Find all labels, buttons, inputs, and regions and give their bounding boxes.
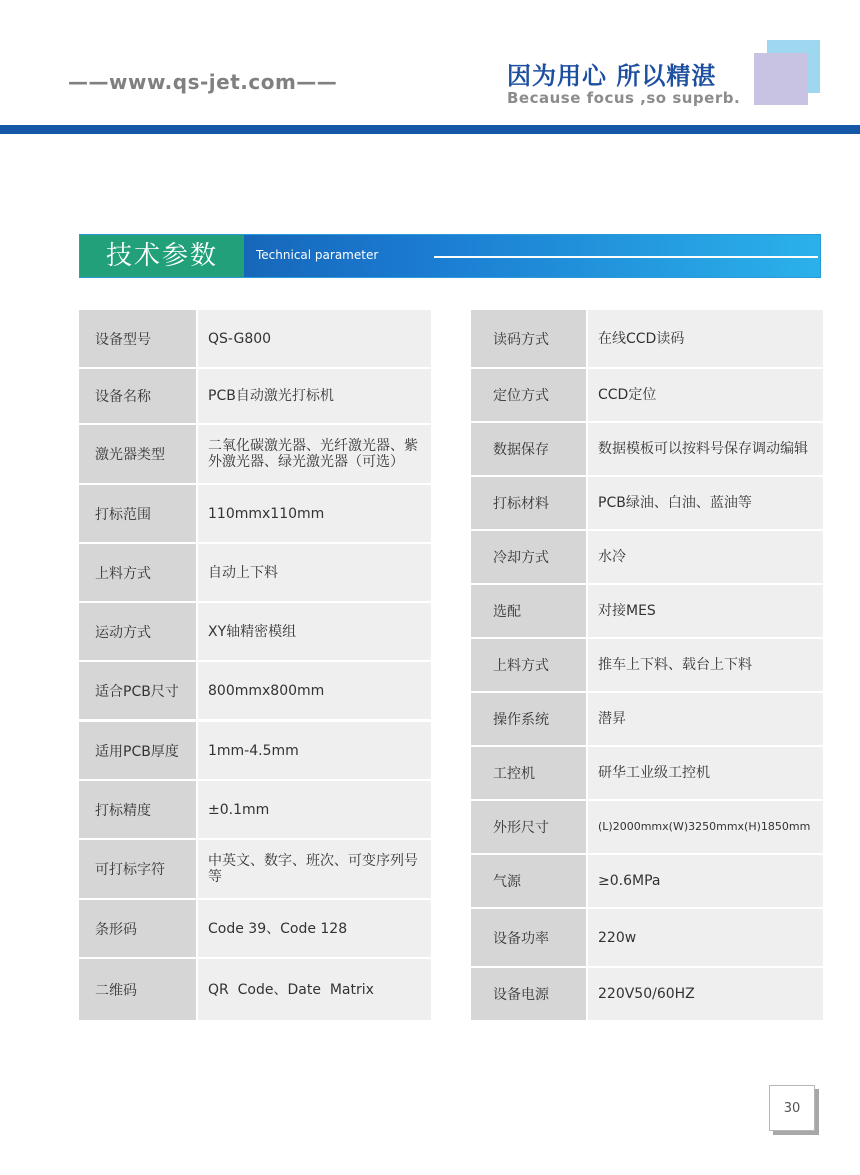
spec-value: 中英文、数字、班次、可变序列号等 <box>198 840 431 898</box>
spec-row <box>79 310 431 367</box>
spec-value: PCB自动激光打标机 <box>198 369 431 423</box>
spec-value: 自动上下料 <box>198 544 431 601</box>
spec-value: 1mm-4.5mm <box>198 722 431 779</box>
spec-label: 工控机 <box>471 747 586 799</box>
page-number: 30 <box>769 1085 815 1131</box>
spec-row <box>471 531 823 583</box>
spec-label: 外形尺寸 <box>471 801 586 853</box>
spec-row <box>471 968 823 1020</box>
spec-value: 水冷 <box>588 531 823 583</box>
spec-row <box>79 959 431 1020</box>
spec-value: 220w <box>588 909 823 966</box>
spec-label: 运动方式 <box>79 603 196 660</box>
spec-label: 上料方式 <box>79 544 196 601</box>
spec-value: (L)2000mmx(W)3250mmx(H)1850mm <box>588 801 823 853</box>
spec-value: 潜昇 <box>588 693 823 745</box>
spec-row <box>471 477 823 529</box>
spec-label: 设备电源 <box>471 968 586 1020</box>
spec-value: CCD定位 <box>588 369 823 421</box>
spec-row <box>79 485 431 542</box>
spec-label: 操作系统 <box>471 693 586 745</box>
spec-value: 对接MES <box>588 585 823 637</box>
spec-row <box>471 693 823 745</box>
spec-row <box>79 425 431 483</box>
spec-value: 二氧化碳激光器、光纤激光器、紫外激光器、绿光激光器（可选） <box>198 425 431 483</box>
spec-row <box>471 855 823 907</box>
spec-row <box>471 423 823 475</box>
spec-label: 可打标字符 <box>79 840 196 898</box>
spec-label: 打标范围 <box>79 485 196 542</box>
spec-value: 研华工业级工控机 <box>588 747 823 799</box>
section-title-en: Technical parameter <box>256 248 379 262</box>
spec-row <box>79 722 431 779</box>
website-url: ——www.qs-jet.com—— <box>68 70 338 94</box>
decor-square-purple <box>754 53 808 105</box>
spec-row <box>471 801 823 853</box>
spec-label: 冷却方式 <box>471 531 586 583</box>
spec-row <box>79 781 431 838</box>
spec-value: 110mmx110mm <box>198 485 431 542</box>
spec-label: 选配 <box>471 585 586 637</box>
spec-label: 定位方式 <box>471 369 586 421</box>
spec-label: 打标材料 <box>471 477 586 529</box>
spec-row <box>79 662 431 719</box>
spec-row <box>471 369 823 421</box>
spec-label: 打标精度 <box>79 781 196 838</box>
spec-value: XY轴精密模组 <box>198 603 431 660</box>
spec-label: 设备名称 <box>79 369 196 423</box>
spec-value: ±0.1mm <box>198 781 431 838</box>
spec-label: 适合PCB尺寸 <box>79 662 196 719</box>
spec-value: QR Code、Date Matrix <box>198 959 431 1020</box>
banner-divider-line <box>434 256 818 258</box>
header-rule <box>0 125 860 134</box>
spec-row <box>471 310 823 367</box>
slogan-english: Because focus ,so superb. <box>507 89 741 107</box>
spec-row <box>471 747 823 799</box>
spec-label: 数据保存 <box>471 423 586 475</box>
spec-row <box>79 603 431 660</box>
spec-label: 上料方式 <box>471 639 586 691</box>
spec-row <box>79 900 431 957</box>
spec-value: 220V50/60HZ <box>588 968 823 1020</box>
spec-label: 二维码 <box>79 959 196 1020</box>
spec-label: 设备功率 <box>471 909 586 966</box>
spec-value: Code 39、Code 128 <box>198 900 431 957</box>
spec-row <box>79 544 431 601</box>
spec-value: ≥0.6MPa <box>588 855 823 907</box>
spec-row <box>471 639 823 691</box>
section-banner <box>79 234 821 278</box>
spec-label: 适用PCB厚度 <box>79 722 196 779</box>
spec-label: 条形码 <box>79 900 196 957</box>
spec-value: 在线CCD读码 <box>588 310 823 367</box>
spec-value: 数据模板可以按料号保存调动编辑 <box>588 423 823 475</box>
spec-value: QS-G800 <box>198 310 431 367</box>
spec-value: 800mmx800mm <box>198 662 431 719</box>
spec-label: 读码方式 <box>471 310 586 367</box>
spec-label: 设备型号 <box>79 310 196 367</box>
slogan-chinese: 因为用心 所以精湛 <box>507 62 717 90</box>
spec-label: 激光器类型 <box>79 425 196 483</box>
spec-row <box>79 369 431 423</box>
spec-row <box>471 585 823 637</box>
spec-row <box>471 909 823 966</box>
spec-label: 气源 <box>471 855 586 907</box>
section-title-cn: 技术参数 <box>80 235 244 277</box>
spec-value: PCB绿油、白油、蓝油等 <box>588 477 823 529</box>
spec-value: 推车上下料、载台上下料 <box>588 639 823 691</box>
spec-row <box>79 840 431 898</box>
